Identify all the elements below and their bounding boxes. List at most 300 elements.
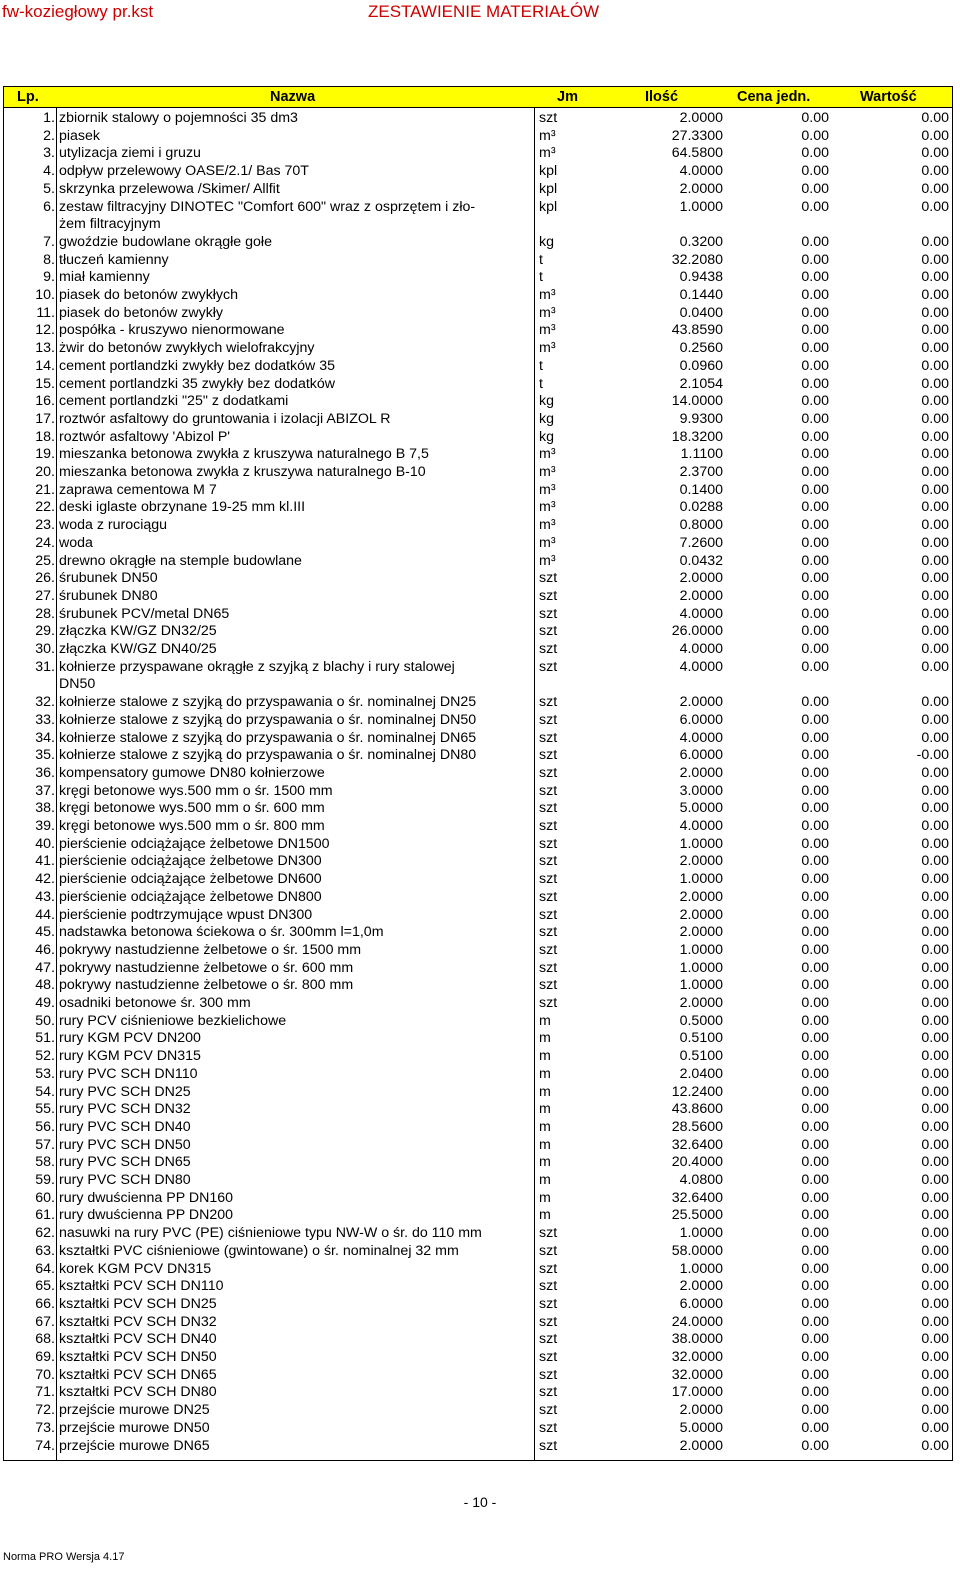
item-quantity: 6.0000: [679, 1295, 723, 1312]
item-quantity: 1.0000: [679, 1260, 723, 1277]
item-unit-price: 0.00: [801, 357, 829, 374]
item-quantity: 2.0000: [679, 853, 723, 870]
item-unit: szt: [539, 729, 558, 746]
item-value: 0.00: [921, 499, 949, 516]
item-quantity: 25.5000: [671, 1207, 723, 1224]
item-quantity: 6.0000: [679, 747, 723, 764]
item-name: kształtki PVC ciśnieniowe (gwintowane) o śr. nominalnej 32 mm: [59, 1242, 459, 1259]
item-quantity: 4.0000: [679, 818, 723, 834]
item-unit: m³: [539, 517, 556, 534]
item-quantity: 1.0000: [679, 1225, 723, 1242]
item-number: 8.: [43, 251, 55, 268]
item-unit-price: 0.00: [801, 959, 829, 976]
item-unit-price: 0.00: [801, 1242, 829, 1259]
item-value: 0.00: [921, 1154, 949, 1171]
item-name: tłuczeń kamienny: [59, 251, 169, 268]
item-unit-price: 0.00: [801, 446, 829, 463]
item-value: 0.00: [921, 1260, 949, 1277]
item-number: 67.: [35, 1313, 55, 1330]
item-number: 33.: [35, 711, 55, 728]
item-value: 0.00: [921, 641, 949, 657]
item-name: cement portlandzki 35 zwykły bez dodatków: [59, 375, 336, 392]
item-quantity: 4.0000: [679, 641, 723, 657]
item-unit: m³: [539, 499, 556, 516]
item-value: 0.00: [921, 853, 949, 870]
item-name: mieszanka betonowa zwykła z kruszywa naturalnego B-10: [59, 464, 426, 480]
item-number: 54.: [35, 1083, 55, 1100]
item-value: 0.00: [921, 818, 949, 834]
item-name: nadstawka betonowa ściekowa o śr. 300mm l=1,0m: [59, 924, 384, 941]
item-unit-price: 0.00: [801, 818, 829, 834]
item-unit: szt: [539, 1349, 558, 1365]
item-unit: szt: [539, 1278, 558, 1295]
item-value: 0.00: [921, 694, 949, 711]
item-number: 31.: [35, 658, 55, 675]
item-quantity: 2.0000: [679, 764, 723, 781]
item-number: 27.: [35, 587, 55, 604]
item-value: 0.00: [921, 1172, 949, 1188]
item-name: kręgi betonowe wys.500 mm o śr. 600 mm: [59, 800, 325, 817]
item-value: 0.00: [921, 1189, 949, 1206]
item-number: 60.: [35, 1189, 55, 1206]
item-number: 13.: [35, 340, 55, 357]
item-name: kręgi betonowe wys.500 mm o śr. 800 mm: [59, 818, 325, 834]
item-number: 53.: [35, 1065, 55, 1082]
item-unit-price: 0.00: [801, 499, 829, 516]
item-value: 0.00: [921, 552, 949, 569]
item-quantity: 5.0000: [679, 800, 723, 817]
item-number: 3.: [43, 145, 55, 162]
item-name: rury PVC SCH DN32: [59, 1101, 191, 1118]
item-number: 38.: [35, 800, 55, 817]
item-value: 0.00: [921, 871, 949, 888]
item-unit-price: 0.00: [801, 1207, 829, 1224]
item-quantity: 43.8600: [671, 1101, 723, 1118]
item-unit-price: 0.00: [801, 658, 829, 675]
item-unit-price: 0.00: [801, 428, 829, 445]
item-name: kołnierze przyspawane okrągłe z szyjką z blachy i rury stalowej: [59, 658, 455, 675]
item-unit-price: 0.00: [801, 464, 829, 480]
item-unit-price: 0.00: [801, 1154, 829, 1171]
item-value: 0.00: [921, 1242, 949, 1259]
item-value: 0.00: [921, 1437, 949, 1454]
item-unit: m³: [539, 145, 556, 162]
item-unit: kg: [539, 428, 554, 445]
item-unit: m³: [539, 534, 556, 551]
item-name: piasek do betonów zwykły: [59, 304, 224, 321]
item-unit: szt: [539, 1313, 558, 1330]
item-unit-price: 0.00: [801, 1118, 829, 1135]
page-number: - 10 -: [463, 1494, 497, 1510]
item-quantity: 2.0000: [679, 110, 723, 126]
item-quantity: 1.0000: [679, 835, 723, 852]
item-value: 0.00: [921, 729, 949, 746]
item-number: 56.: [35, 1118, 55, 1135]
item-number: 17.: [35, 410, 55, 427]
item-number: 41.: [35, 853, 55, 870]
item-name: odpływ przelewowy OASE/2.1/ Bas 70T: [59, 163, 309, 180]
item-unit: szt: [539, 941, 558, 958]
item-unit-price: 0.00: [801, 145, 829, 162]
item-unit: szt: [539, 1260, 558, 1277]
item-unit-price: 0.00: [801, 906, 829, 923]
item-unit: szt: [539, 818, 558, 834]
item-unit-price: 0.00: [801, 1030, 829, 1047]
item-number: 21.: [35, 481, 55, 498]
item-unit: m³: [539, 552, 556, 569]
item-unit: kpl: [539, 198, 558, 215]
item-unit: m: [539, 1118, 551, 1135]
item-number: 12.: [35, 322, 55, 339]
item-unit: szt: [539, 1295, 558, 1312]
item-unit: szt: [539, 800, 558, 817]
item-number: 25.: [35, 552, 55, 569]
item-name: kołnierze stalowe z szyjką do przyspawania o śr. nominalnej DN50: [59, 711, 477, 728]
item-name: przejście murowe DN25: [59, 1402, 210, 1419]
item-value: 0.00: [921, 1402, 949, 1419]
item-quantity: 64.5800: [671, 145, 723, 162]
item-name: złączka KW/GZ DN32/25: [59, 623, 217, 640]
item-value: 0.00: [921, 1207, 949, 1224]
item-unit: m: [539, 1207, 551, 1224]
item-quantity: 4.0000: [679, 163, 723, 180]
item-unit-price: 0.00: [801, 375, 829, 392]
item-value: 0.00: [921, 1331, 949, 1348]
item-unit: szt: [539, 1437, 558, 1454]
item-unit-price: 0.00: [801, 233, 829, 250]
item-name: rury KGM PCV DN200: [59, 1030, 201, 1047]
item-number: 70.: [35, 1366, 55, 1383]
item-value: 0.00: [921, 1278, 949, 1295]
item-value: 0.00: [921, 623, 949, 640]
item-unit: kg: [539, 393, 554, 410]
item-value: -0.00: [916, 747, 949, 764]
item-unit: kpl: [539, 180, 558, 197]
item-quantity: 1.0000: [679, 871, 723, 888]
item-quantity: 2.0000: [679, 1437, 723, 1454]
item-unit-price: 0.00: [801, 1012, 829, 1029]
item-quantity: 32.2080: [671, 251, 723, 268]
item-quantity: 20.4000: [671, 1154, 723, 1171]
item-unit: t: [539, 357, 543, 374]
item-number: 10.: [35, 287, 55, 303]
item-name: śrubunek PCV/metal DN65: [59, 605, 230, 622]
item-quantity: 0.1440: [679, 287, 723, 303]
item-name: miał kamienny: [59, 269, 150, 286]
item-unit: kg: [539, 410, 554, 427]
item-number: 7.: [43, 233, 55, 250]
item-name: gwoździe budowlane okrągłe gołe: [59, 233, 272, 250]
item-unit-price: 0.00: [801, 1437, 829, 1454]
item-number: 4.: [43, 163, 55, 180]
item-quantity: 2.1054: [679, 375, 723, 392]
item-quantity: 0.0288: [679, 499, 723, 516]
item-number: 57.: [35, 1136, 55, 1153]
item-unit-price: 0.00: [801, 251, 829, 268]
item-quantity: 2.0000: [679, 694, 723, 711]
column-divider: [56, 108, 57, 1460]
item-name: zestaw filtracyjny DINOTEC "Comfort 600" wraz z osprzętem i zło-: [59, 198, 476, 215]
item-quantity: 0.2560: [679, 340, 723, 357]
item-number: 43.: [35, 888, 55, 905]
item-name: woda: [59, 534, 93, 551]
item-unit: szt: [539, 658, 558, 675]
item-unit: szt: [539, 835, 558, 852]
item-unit-price: 0.00: [801, 1419, 829, 1436]
item-name: rury dwuścienna PP DN200: [59, 1207, 234, 1224]
item-unit-price: 0.00: [801, 711, 829, 728]
item-unit: szt: [539, 747, 558, 764]
file-name: fw-koziegłowy pr.kst: [2, 2, 154, 21]
item-quantity: 0.0960: [679, 357, 723, 374]
item-number: 74.: [35, 1437, 55, 1454]
item-number: 5.: [43, 180, 55, 197]
item-unit-price: 0.00: [801, 747, 829, 764]
item-number: 73.: [35, 1419, 55, 1436]
item-value: 0.00: [921, 1295, 949, 1312]
item-quantity: 4.0000: [679, 605, 723, 622]
item-unit-price: 0.00: [801, 1172, 829, 1188]
item-name: nasuwki na rury PVC (PE) ciśnieniowe typu NW-W o śr. do 110 mm: [59, 1225, 482, 1242]
item-number: 71.: [35, 1384, 55, 1401]
item-unit: szt: [539, 1242, 558, 1259]
item-unit-price: 0.00: [801, 694, 829, 711]
item-value: 0.00: [921, 1048, 949, 1065]
item-quantity: 0.5100: [679, 1048, 723, 1065]
item-unit: szt: [539, 995, 558, 1011]
materials-table: [3, 108, 953, 1461]
item-number: 46.: [35, 941, 55, 958]
item-number: 9.: [43, 269, 55, 286]
item-unit-price: 0.00: [801, 180, 829, 197]
item-quantity: 2.0000: [679, 587, 723, 604]
item-unit: szt: [539, 853, 558, 870]
item-quantity: 1.1100: [680, 446, 723, 463]
item-value: 0.00: [921, 587, 949, 604]
item-value: 0.00: [921, 941, 949, 958]
item-quantity: 2.0400: [679, 1065, 723, 1082]
item-unit: m³: [539, 304, 556, 321]
item-value: 0.00: [921, 163, 949, 180]
item-name: pierścienie odciążające żelbetowe DN1500: [59, 835, 330, 852]
item-number: 14.: [35, 357, 55, 374]
item-unit-price: 0.00: [801, 888, 829, 905]
item-value: 0.00: [921, 251, 949, 268]
item-quantity: 9.9300: [679, 410, 723, 427]
item-number: 61.: [35, 1207, 55, 1224]
item-number: 48.: [35, 977, 55, 994]
col-name: Nazwa: [270, 89, 316, 105]
item-name: rury PVC SCH DN25: [59, 1083, 191, 1100]
item-unit: m: [539, 1048, 551, 1065]
item-value: 0.00: [921, 340, 949, 357]
item-quantity: 0.3200: [679, 233, 723, 250]
item-unit: szt: [539, 587, 558, 604]
item-name: pierścienie odciążające żelbetowe DN600: [59, 871, 322, 888]
col-unit: Jm: [557, 89, 578, 105]
item-number: 69.: [35, 1349, 55, 1365]
item-number: 22.: [35, 499, 55, 516]
item-value: 0.00: [921, 711, 949, 728]
item-unit: m³: [539, 287, 556, 303]
item-quantity: 4.0800: [679, 1172, 723, 1188]
item-value: 0.00: [921, 1349, 949, 1365]
item-value: 0.00: [921, 357, 949, 374]
item-unit: m: [539, 1189, 551, 1206]
item-quantity: 0.0400: [679, 304, 723, 321]
item-unit: szt: [539, 1366, 558, 1383]
item-number: 2.: [43, 127, 55, 144]
item-number: 15.: [35, 375, 55, 392]
item-value: 0.00: [921, 658, 949, 675]
item-value: 0.00: [921, 605, 949, 622]
item-quantity: 2.0000: [679, 995, 723, 1011]
item-name: cement portlandzki zwykły bez dodatków 35: [59, 357, 336, 374]
item-unit-price: 0.00: [801, 1189, 829, 1206]
item-value: 0.00: [921, 428, 949, 445]
item-unit-price: 0.00: [801, 782, 829, 799]
item-unit: szt: [539, 782, 558, 799]
item-unit-price: 0.00: [801, 587, 829, 604]
item-unit-price: 0.00: [801, 924, 829, 941]
item-number: 24.: [35, 534, 55, 551]
item-name: rury KGM PCV DN315: [59, 1048, 201, 1065]
item-quantity: 1.0000: [679, 959, 723, 976]
item-quantity: 2.0000: [679, 180, 723, 197]
item-unit: szt: [539, 641, 558, 657]
item-unit: t: [539, 375, 543, 392]
item-name: przejście murowe DN65: [59, 1437, 210, 1454]
item-value: 0.00: [921, 888, 949, 905]
item-unit-price: 0.00: [801, 1402, 829, 1419]
item-name: kształtki PCV SCH DN40: [59, 1331, 217, 1348]
item-name: rury PVC SCH DN110: [59, 1065, 198, 1082]
item-number: 49.: [35, 995, 55, 1011]
item-quantity: 3.0000: [679, 782, 723, 799]
item-value: 0.00: [921, 835, 949, 852]
item-name: kształtki PCV SCH DN80: [59, 1384, 217, 1401]
item-unit-price: 0.00: [801, 287, 829, 303]
item-unit: szt: [539, 959, 558, 976]
item-name: woda z rurociągu: [59, 517, 168, 534]
item-name: kształtki PCV SCH DN65: [59, 1366, 217, 1383]
item-unit-price: 0.00: [801, 570, 829, 587]
item-name: śrubunek DN50: [59, 570, 158, 587]
item-unit: szt: [539, 711, 558, 728]
item-name: śrubunek DN80: [59, 587, 158, 604]
item-unit: m: [539, 1101, 551, 1118]
item-unit: szt: [539, 623, 558, 640]
item-unit-price: 0.00: [801, 641, 829, 657]
item-unit: t: [539, 251, 543, 268]
item-quantity: 2.0000: [679, 888, 723, 905]
item-quantity: 2.0000: [679, 924, 723, 941]
item-unit: szt: [539, 570, 558, 587]
item-name: pospółka - kruszywo nienormowane: [59, 322, 285, 339]
item-unit: szt: [539, 1419, 558, 1436]
item-unit-price: 0.00: [801, 1048, 829, 1065]
item-name: skrzynka przelewowa /Skimer/ Allfit: [59, 180, 280, 197]
item-quantity: 32.0000: [671, 1349, 723, 1365]
item-number: 28.: [35, 605, 55, 622]
item-unit: szt: [539, 871, 558, 888]
item-unit-price: 0.00: [801, 410, 829, 427]
item-number: 18.: [35, 428, 55, 445]
item-quantity: 58.0000: [671, 1242, 723, 1259]
item-value: 0.00: [921, 1012, 949, 1029]
item-unit: szt: [539, 1384, 558, 1401]
col-qty: Ilość: [645, 89, 679, 105]
document-title: ZESTAWIENIE MATERIAŁÓW: [368, 2, 600, 21]
item-quantity: 2.3700: [679, 464, 723, 480]
item-name: roztwór asfaltowy 'Abizol P': [59, 428, 230, 445]
item-name: utylizacja ziemi i gruzu: [59, 145, 201, 162]
item-name: kształtki PCV SCH DN50: [59, 1349, 217, 1365]
item-unit: m: [539, 1083, 551, 1100]
item-unit-price: 0.00: [801, 941, 829, 958]
item-value: 0.00: [921, 1065, 949, 1082]
item-value: 0.00: [921, 764, 949, 781]
item-unit: t: [539, 269, 543, 286]
item-number: 20.: [35, 464, 55, 480]
item-quantity: 14.0000: [671, 393, 723, 410]
item-unit-price: 0.00: [801, 853, 829, 870]
item-unit: szt: [539, 977, 558, 994]
item-unit-price: 0.00: [801, 1313, 829, 1330]
item-value: 0.00: [921, 906, 949, 923]
item-number: 40.: [35, 835, 55, 852]
item-value: 0.00: [921, 410, 949, 427]
item-name: żwir do betonów zwykłych wielofrakcyjny: [59, 340, 315, 357]
item-quantity: 2.0000: [679, 1278, 723, 1295]
item-quantity: 38.0000: [671, 1331, 723, 1348]
item-value: 0.00: [921, 1384, 949, 1401]
item-number: 30.: [35, 641, 55, 657]
item-quantity: 1.0000: [679, 198, 723, 215]
item-name: piasek do betonów zwykłych: [59, 287, 239, 303]
item-unit-price: 0.00: [801, 517, 829, 534]
item-number: 34.: [35, 729, 55, 746]
item-unit: m: [539, 1154, 551, 1171]
item-quantity: 0.1400: [679, 481, 723, 498]
item-value: 0.00: [921, 1030, 949, 1047]
item-number: 66.: [35, 1295, 55, 1312]
item-unit: m³: [539, 340, 556, 357]
item-unit: szt: [539, 906, 558, 923]
item-name: kompensatory gumowe DN80 kołnierzowe: [59, 764, 325, 781]
item-number: 37.: [35, 782, 55, 799]
item-value: 0.00: [921, 570, 949, 587]
item-unit: szt: [539, 110, 558, 126]
item-name: zbiornik stalowy o pojemności 35 dm3: [59, 110, 298, 126]
item-name: złączka KW/GZ DN40/25: [59, 641, 217, 657]
item-quantity: 28.5600: [671, 1118, 723, 1135]
item-number: 55.: [35, 1101, 55, 1118]
item-number: 65.: [35, 1278, 55, 1295]
item-unit: kpl: [539, 163, 558, 180]
item-unit: szt: [539, 1225, 558, 1242]
item-value: 0.00: [921, 287, 949, 303]
item-unit: m: [539, 1030, 551, 1047]
item-unit: m³: [539, 464, 556, 480]
item-quantity: 2.0000: [679, 570, 723, 587]
item-value: 0.00: [921, 198, 949, 215]
item-unit: szt: [539, 924, 558, 941]
item-unit: m: [539, 1172, 551, 1188]
item-number: 1.: [43, 110, 55, 126]
item-name: pierścienie podtrzymujące wpust DN300: [59, 906, 313, 923]
item-quantity: 2.0000: [679, 1402, 723, 1419]
